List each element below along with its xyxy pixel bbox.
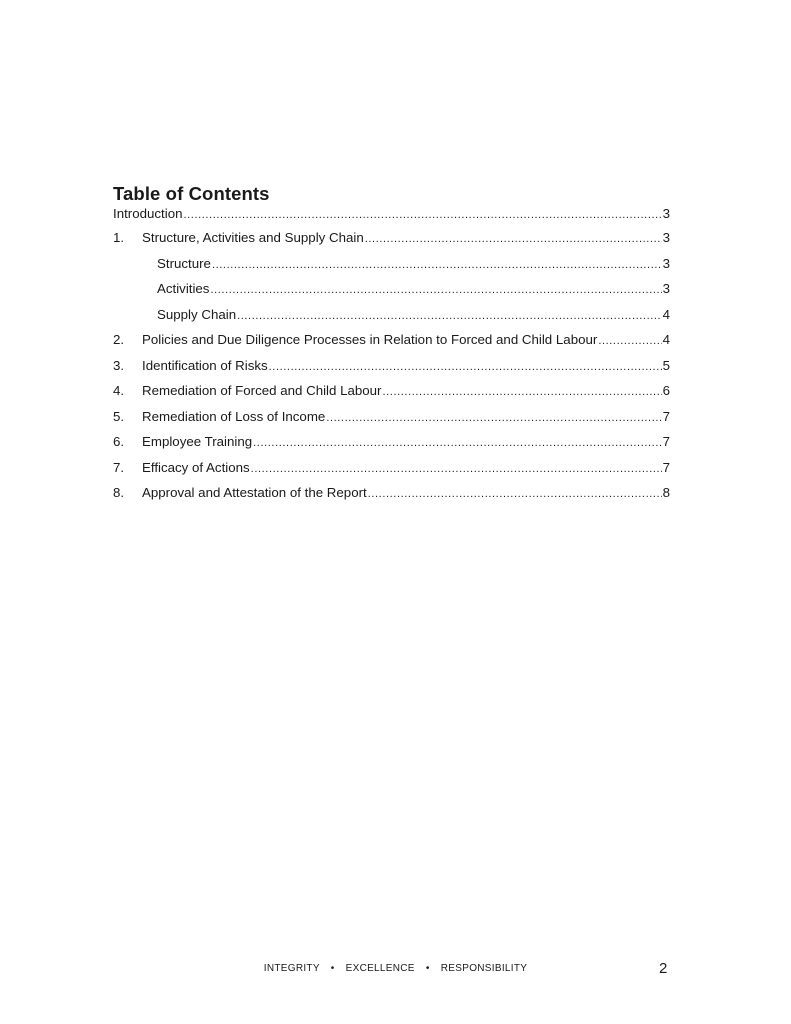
dot-leader — [383, 383, 662, 401]
dot-leader — [183, 206, 661, 224]
toc-entry-label: Approval and Attestation of the Report — [142, 485, 367, 500]
toc-entry-introduction[interactable] — [113, 205, 670, 229]
dot-leader — [210, 281, 661, 299]
dot-leader — [365, 230, 662, 248]
toc-title: Table of Contents — [113, 183, 270, 204]
toc-entry-label: Introduction — [113, 206, 183, 221]
toc-entry-number: 3. — [113, 357, 125, 373]
toc-entry-activities[interactable] — [113, 280, 670, 306]
toc-entry-number: 7. — [113, 459, 125, 475]
toc-entry-page: 6 — [662, 383, 670, 398]
toc-entry-number: 4. — [113, 383, 125, 398]
toc-entry-number: 1. — [113, 230, 125, 245]
toc-entry-number: 5. — [113, 408, 125, 424]
toc-entry-label: Policies and Due Diligence Processes in Relation to Forced and Child Labour — [142, 332, 598, 347]
toc-entry-page: 5 — [662, 357, 670, 373]
dot-leader — [598, 332, 661, 350]
toc-entry-page: 3 — [662, 230, 670, 245]
toc-entry-label: Structure — [157, 255, 211, 271]
toc-entry-structure-activities-supply-chain[interactable] — [113, 229, 670, 255]
toc-entry-page: 7 — [662, 434, 670, 449]
toc-entry-page: 3 — [662, 281, 670, 296]
toc-entry-page: 4 — [662, 306, 670, 322]
motto-responsibility: RESPONSIBILITY — [440, 963, 528, 974]
motto-excellence: EXCELLENCE — [345, 963, 415, 974]
dot-leader — [326, 409, 661, 427]
motto-separator: • — [425, 963, 430, 974]
toc-entry-number: 8. — [113, 485, 125, 500]
toc-entry-number: 2. — [113, 332, 125, 347]
toc-entry-remediation-loss-of-income[interactable] — [113, 408, 670, 434]
toc-list — [113, 205, 670, 510]
toc-entry-page: 4 — [662, 332, 670, 347]
toc-entry-page: 3 — [662, 255, 670, 271]
toc-entry-label: Employee Training — [142, 434, 253, 449]
footer-motto — [0, 963, 791, 974]
dot-leader — [237, 307, 662, 325]
toc-entry-page: 3 — [662, 206, 670, 221]
dot-leader — [253, 434, 661, 452]
toc-entry-policies-due-diligence[interactable] — [113, 331, 670, 357]
toc-entry-label: Identification of Risks — [142, 357, 268, 373]
motto-integrity: INTEGRITY — [263, 963, 320, 974]
toc-entry-remediation-forced-child-labour[interactable] — [113, 382, 670, 408]
motto-separator: • — [330, 963, 335, 974]
toc-entry-label: Activities — [157, 281, 210, 296]
toc-entry-number: 6. — [113, 434, 125, 449]
page-number: 2 — [659, 960, 668, 977]
toc-entry-label: Supply Chain — [157, 306, 237, 322]
toc-entry-employee-training[interactable] — [113, 433, 670, 459]
dot-leader — [368, 485, 662, 503]
toc-entry-supply-chain[interactable] — [113, 306, 670, 332]
toc-entry-label: Structure, Activities and Supply Chain — [142, 230, 364, 245]
toc-entry-identification-of-risks[interactable] — [113, 357, 670, 383]
toc-entry-approval-attestation[interactable] — [113, 484, 670, 510]
dot-leader — [269, 358, 662, 376]
dot-leader — [212, 256, 662, 274]
toc-entry-efficacy-of-actions[interactable] — [113, 459, 670, 485]
dot-leader — [251, 460, 662, 478]
toc-entry-label: Efficacy of Actions — [142, 459, 250, 475]
toc-entry-structure[interactable] — [113, 255, 670, 281]
toc-entry-label: Remediation of Loss of Income — [142, 408, 326, 424]
toc-entry-label: Remediation of Forced and Child Labour — [142, 383, 382, 398]
toc-entry-page: 7 — [662, 408, 670, 424]
toc-entry-page: 7 — [662, 459, 670, 475]
toc-entry-page: 8 — [662, 485, 670, 500]
